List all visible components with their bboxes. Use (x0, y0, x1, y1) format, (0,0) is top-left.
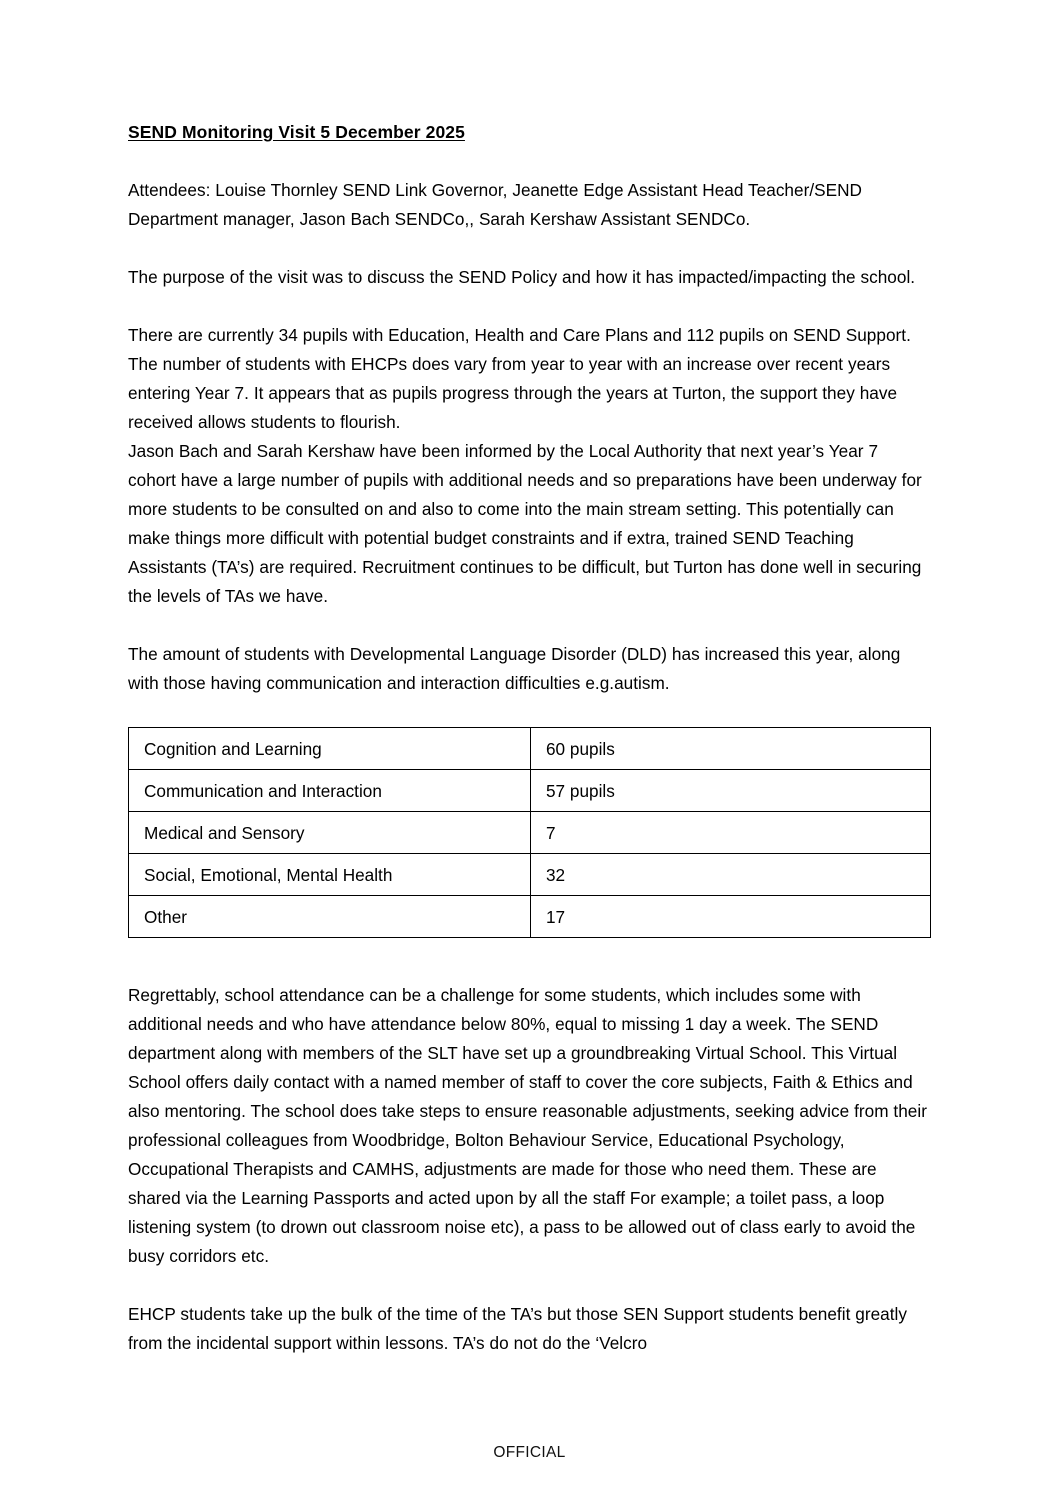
needs-category-cell: Other (129, 896, 531, 938)
needs-breakdown-table (128, 727, 931, 938)
spacer (128, 611, 930, 640)
table-row (129, 896, 931, 938)
table-row (129, 812, 931, 854)
needs-table-wrapper (128, 727, 930, 938)
needs-category-cell: Cognition and Learning (129, 728, 531, 770)
spacer (128, 1271, 930, 1300)
spacer (128, 698, 930, 727)
needs-count-cell: 7 (531, 812, 931, 854)
needs-count-cell: 17 (531, 896, 931, 938)
spacer (128, 147, 930, 176)
table-row (129, 770, 931, 812)
needs-count-cell: 57 pupils (531, 770, 931, 812)
dld-paragraph: The amount of students with Developmental Language Disorder (DLD) has increased this year, along with those having communication and interaction difficulties e.g.autism. (128, 644, 901, 693)
needs-category-cell: Social, Emotional, Mental Health (129, 854, 531, 896)
needs-count-cell: 60 pupils (531, 728, 931, 770)
spacer (128, 292, 930, 321)
document-body (128, 118, 930, 1358)
table-row (129, 854, 931, 896)
spacer (128, 967, 930, 981)
needs-category-cell: Communication and Interaction (129, 770, 531, 812)
page-footer-official: OFFICIAL (493, 1444, 566, 1461)
needs-category-cell: Medical and Sensory (129, 812, 531, 854)
table-row (129, 728, 931, 770)
next-year-cohort-paragraph: Jason Bach and Sarah Kershaw have been informed by the Local Authority that next year’s Year 7 cohort have a large number of pupils with additional needs and so preparations have been underway for more students to be consulted on and also to come into the main stream setting. This potentially can make things more difficult with potential budget constraints and if extra, trained SEND Teaching Assistants (TA’s) are required. Recruitment continues to be difficult, but Turton has done well in securing the levels of TAs we have. (128, 441, 922, 606)
attendance-paragraph: Regrettably, school attendance can be a challenge for some students, which includes some with additional needs and who have attendance below 80%, equal to missing 1 day a week. The SEND department along with members of the SLT have set up a groundbreaking Virtual School. This Virtual School offers daily contact with a named member of staff to cover the core subjects, Faith & Ethics and also mentoring. The school does take steps to ensure reasonable adjustments, seeking advice from their professional colleagues from Woodbridge, Bolton Behaviour Service, Educational Psychology, Occupational Therapists and CAMHS, adjustments are made for those who need them. These are shared via the Learning Passports and acted upon by all the staff For example; a toilet pass, a loop listening system (to drown out classroom noise etc), a pass to be allowed out of class early to avoid the busy corridors etc. (128, 985, 927, 1266)
needs-table-body (129, 728, 931, 938)
needs-count-cell: 32 (531, 854, 931, 896)
attendees-paragraph: Attendees: Louise Thornley SEND Link Governor, Jeanette Edge Assistant Head Teacher/SEND Department manager, Jason Bach SENDCo,, Sarah Kershaw Assistant SENDCo. (128, 180, 862, 229)
page-title: SEND Monitoring Visit 5 December 2025 (128, 122, 465, 142)
pupil-numbers-paragraph: There are currently 34 pupils with Education, Health and Care Plans and 112 pupils on SEND Support. The number of students with EHCPs does vary from year to year with an increase over recent years entering Year 7. It appears that as pupils progress through the years at Turton, the support they have received allows students to flourish. (128, 325, 911, 432)
spacer (128, 234, 930, 263)
ehcp-paragraph: EHCP students take up the bulk of the time of the TA’s but those SEN Support students benefit greatly from the incidental support within lessons. TA’s do not do the ‘Velcro (128, 1304, 907, 1353)
spacer (128, 938, 930, 967)
purpose-paragraph: The purpose of the visit was to discuss the SEND Policy and how it has impacted/impacting the school. (128, 267, 916, 287)
